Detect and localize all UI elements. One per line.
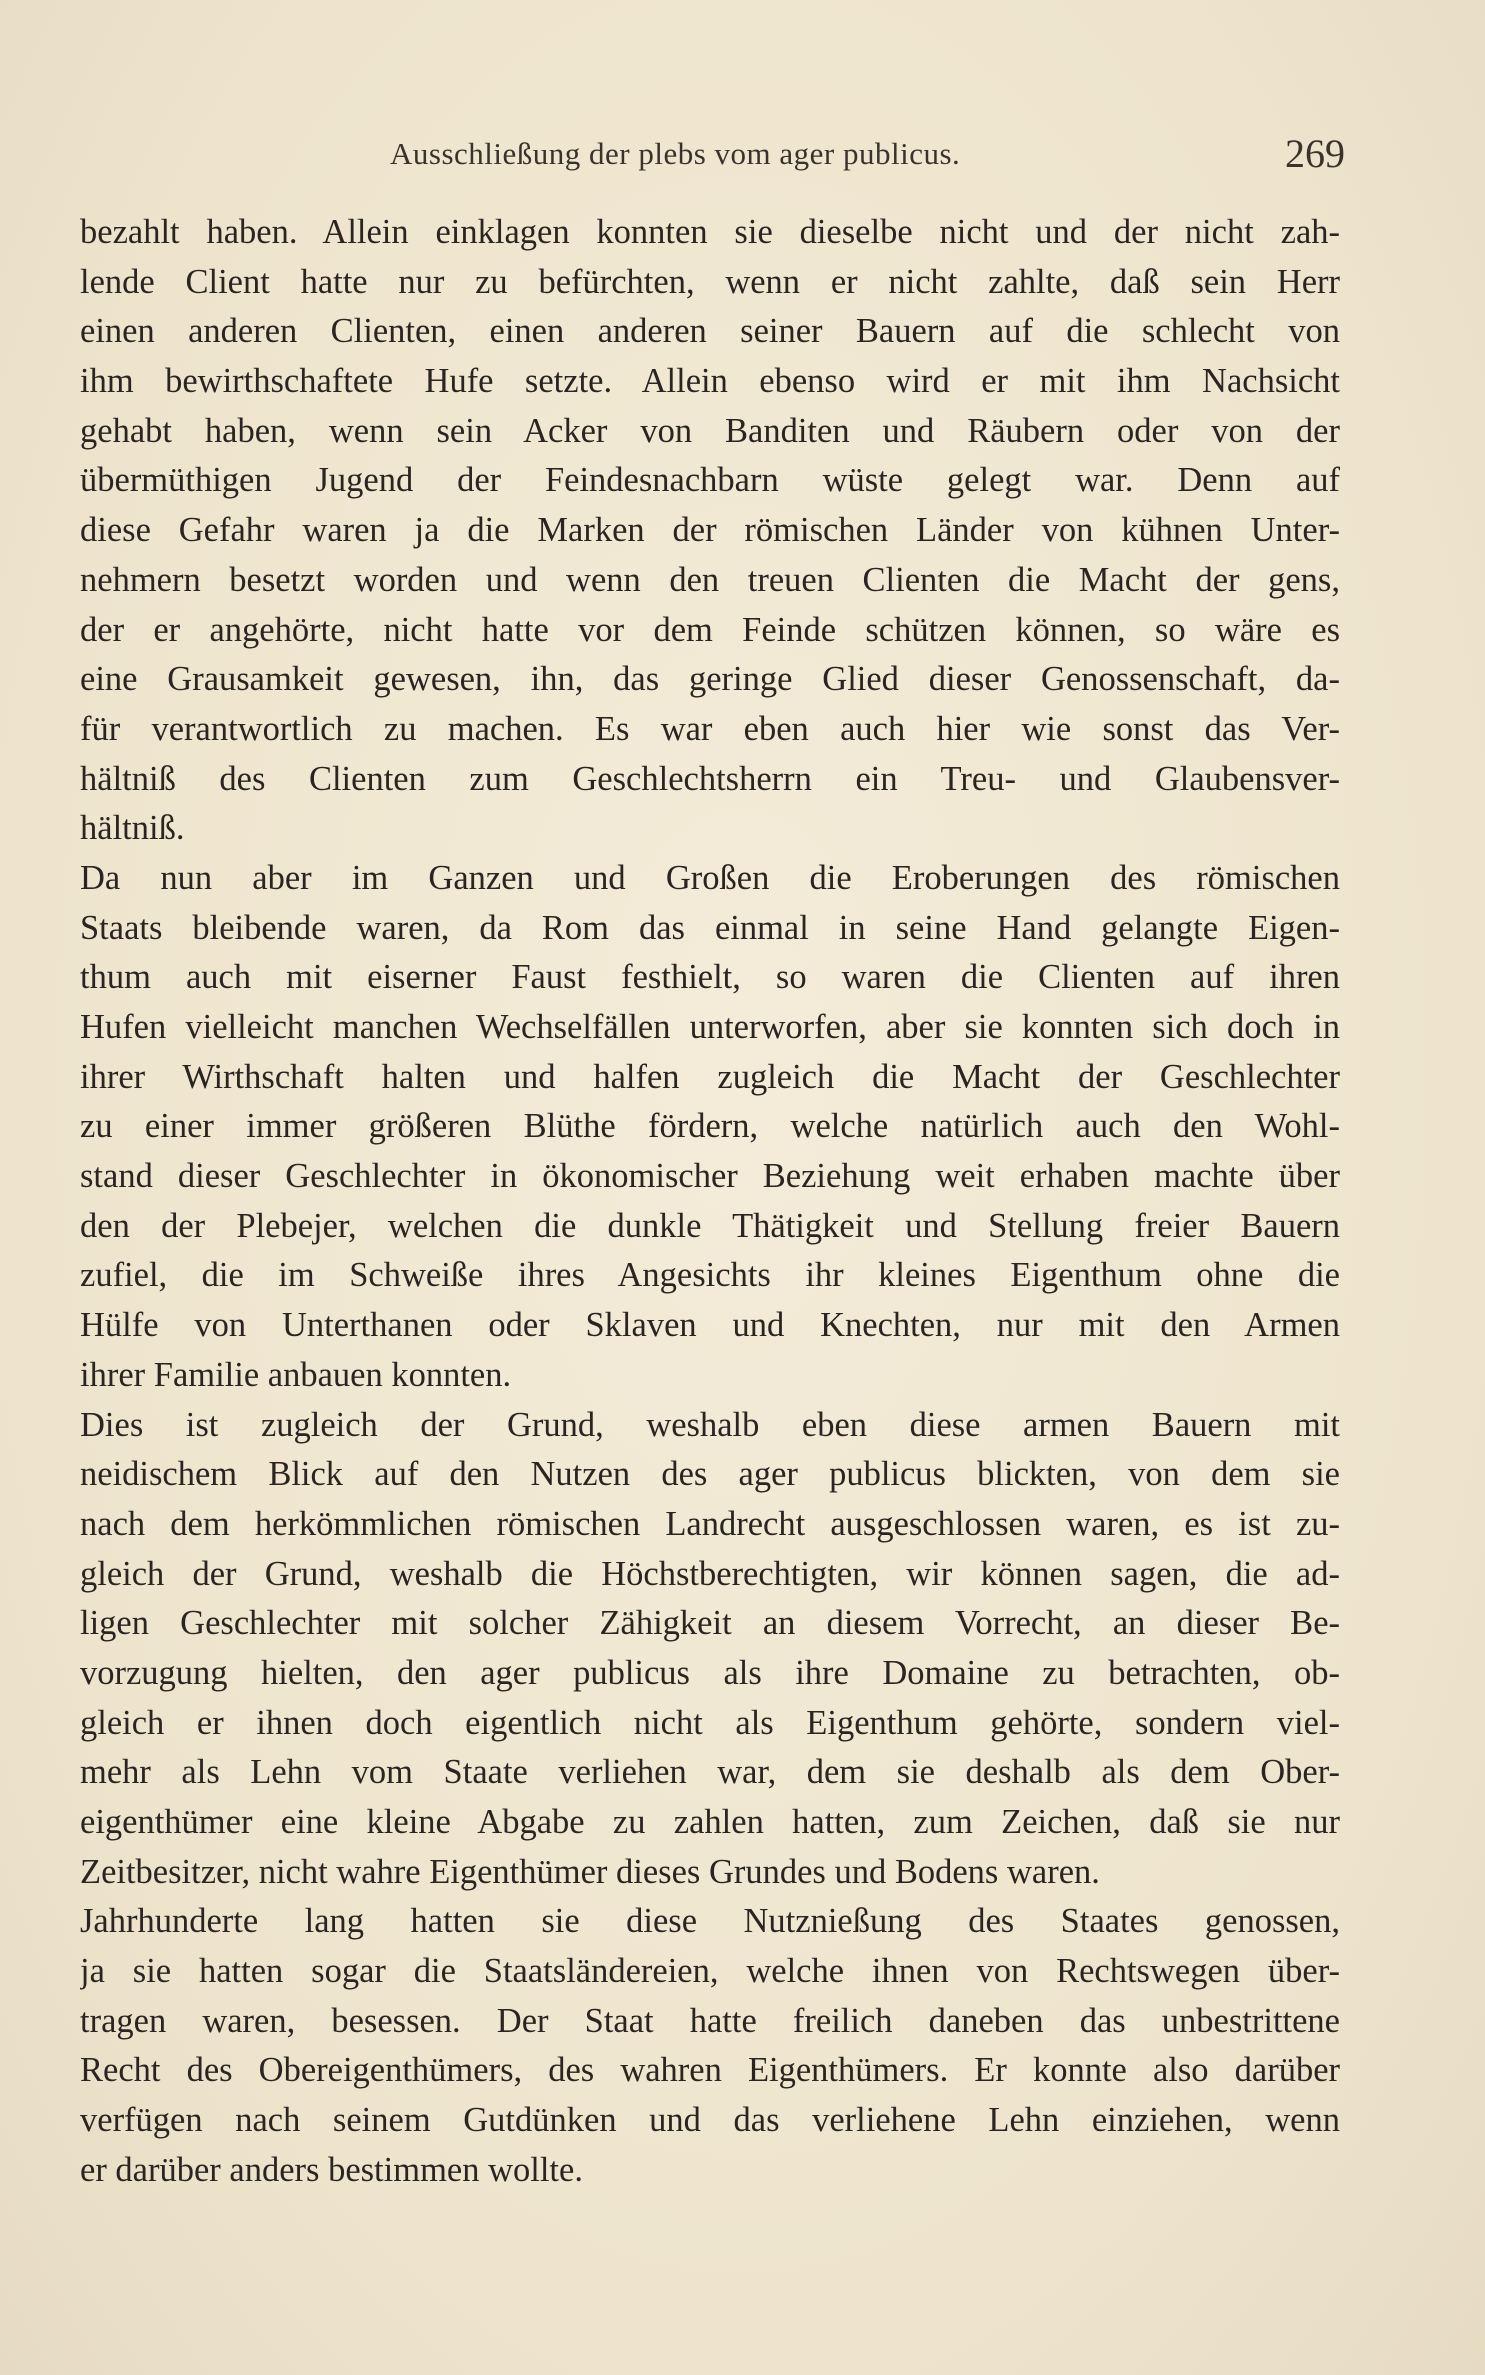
text-line: thum auch mit eiserner Faust festhielt, so waren die Clienten auf ihren	[80, 958, 1340, 997]
running-head: Ausschließung der plebs vom ager publicus.	[390, 136, 961, 171]
text-line: mehr als Lehn vom Staate verliehen war, dem sie deshalb als dem Ober-	[80, 1753, 1340, 1792]
text-line: gleich er ihnen doch eigentlich nicht als Eigenthum gehörte, sondern viel-	[80, 1703, 1340, 1742]
text-line: bezahlt haben. Allein einklagen konnten sie dieselbe nicht und der nicht zah-	[80, 213, 1340, 251]
text-line: eigenthümer eine kleine Abgabe zu zahlen hatten, zum Zeichen, daß sie nur	[80, 1803, 1340, 1841]
page-number: 269	[1285, 131, 1345, 176]
text-line: zufiel, die im Schweiße ihres Angesichts ihr kleines Eigenthum ohne die	[80, 1256, 1340, 1295]
text-line: Hülfe von Unterthanen oder Sklaven und Knechten, nur mit den Armen	[80, 1306, 1340, 1345]
text-line: stand dieser Geschlechter in ökonomischer Beziehung weit erhaben machte über	[80, 1157, 1340, 1196]
text-line: ihm bewirthschaftete Hufe setzte. Allein ebenso wird er mit ihm Nachsicht	[80, 362, 1340, 401]
text-line: lende Client hatte nur zu befürchten, wenn er nicht zahlte, daß sein Herr	[80, 262, 1340, 301]
text-line: nach dem herkömmlichen römischen Landrecht ausgeschlossen waren, es ist zu-	[80, 1504, 1340, 1543]
text-line: ja sie hatten sogar die Staatsländereien, welche ihnen von Rechtswegen über-	[80, 1952, 1340, 1991]
text-line: Hufen vielleicht manchen Wechselfällen unterworfen, aber sie konnten sich doch in	[80, 1008, 1340, 1046]
text-line: hältniß des Clienten zum Geschlechtsherrn ein Treu- und Glaubensver-	[80, 759, 1340, 798]
text-line: Dies ist zugleich der Grund, weshalb eben diese armen Bauern mit	[80, 1405, 1340, 1444]
text-line: vorzugung hielten, den ager publicus als ihre Domaine zu betrachten, ob-	[80, 1653, 1340, 1692]
text-line: ihrer Familie anbauen konnten.	[80, 1355, 512, 1394]
text-line: nehmern besetzt worden und wenn den treuen Clienten die Macht der gens,	[80, 560, 1340, 599]
text-line: ligen Geschlechter mit solcher Zähigkeit an diesem Vorrecht, an dieser Be-	[80, 1604, 1340, 1643]
text-line: er darüber anders bestimmen wollte.	[80, 2150, 583, 2189]
text-line: Recht des Obereigenthümers, des wahren Eigenthümers. Er konnte also darüber	[80, 2051, 1340, 2090]
text-line: Staats bleibende waren, da Rom das einmal in seine Hand gelangte Eigen-	[80, 908, 1340, 947]
page-header	[80, 128, 1345, 184]
text-line: verfügen nach seinem Gutdünken und das verliehene Lehn einziehen, wenn	[80, 2101, 1340, 2140]
body-text	[80, 208, 1340, 2196]
text-line: den der Plebejer, welchen die dunkle Thätigkeit und Stellung freier Bauern	[80, 1206, 1340, 1245]
text-line: Jahrhunderte lang hatten sie diese Nutznießung des Staates genossen,	[80, 1902, 1340, 1941]
text-line: für verantwortlich zu machen. Es war eben auch hier wie sonst das Ver-	[80, 709, 1340, 748]
text-line: diese Gefahr waren ja die Marken der römischen Länder von kühnen Unter-	[80, 511, 1340, 550]
text-line: der er angehörte, nicht hatte vor dem Feinde schützen können, so wäre es	[80, 610, 1340, 649]
text-line: eine Grausamkeit gewesen, ihn, das geringe Glied dieser Genossenschaft, da-	[80, 660, 1340, 699]
text-line: Da nun aber im Ganzen und Großen die Eroberungen des römischen	[80, 858, 1340, 897]
text-line: gehabt haben, wenn sein Acker von Banditen und Räubern oder von der	[80, 411, 1340, 450]
text-line: neidischem Blick auf den Nutzen des ager publicus blickten, von dem sie	[80, 1455, 1340, 1494]
text-line: zu einer immer größeren Blüthe fördern, welche natürlich auch den Wohl-	[80, 1107, 1340, 1146]
text-line: hältniß.	[80, 809, 185, 848]
text-line: ihrer Wirthschaft halten und halfen zugleich die Macht der Geschlechter	[80, 1057, 1340, 1096]
text-line: tragen waren, besessen. Der Staat hatte freilich daneben das unbestrittene	[80, 2001, 1340, 2040]
text-line: Zeitbesitzer, nicht wahre Eigenthümer dieses Grundes und Bodens waren.	[80, 1852, 1100, 1891]
text-line: gleich der Grund, weshalb die Höchstberechtigten, wir können sagen, die ad-	[80, 1554, 1340, 1593]
text-line: einen anderen Clienten, einen anderen seiner Bauern auf die schlecht von	[80, 312, 1340, 351]
text-line: übermüthigen Jugend der Feindesnachbarn wüste gelegt war. Denn auf	[80, 461, 1340, 500]
